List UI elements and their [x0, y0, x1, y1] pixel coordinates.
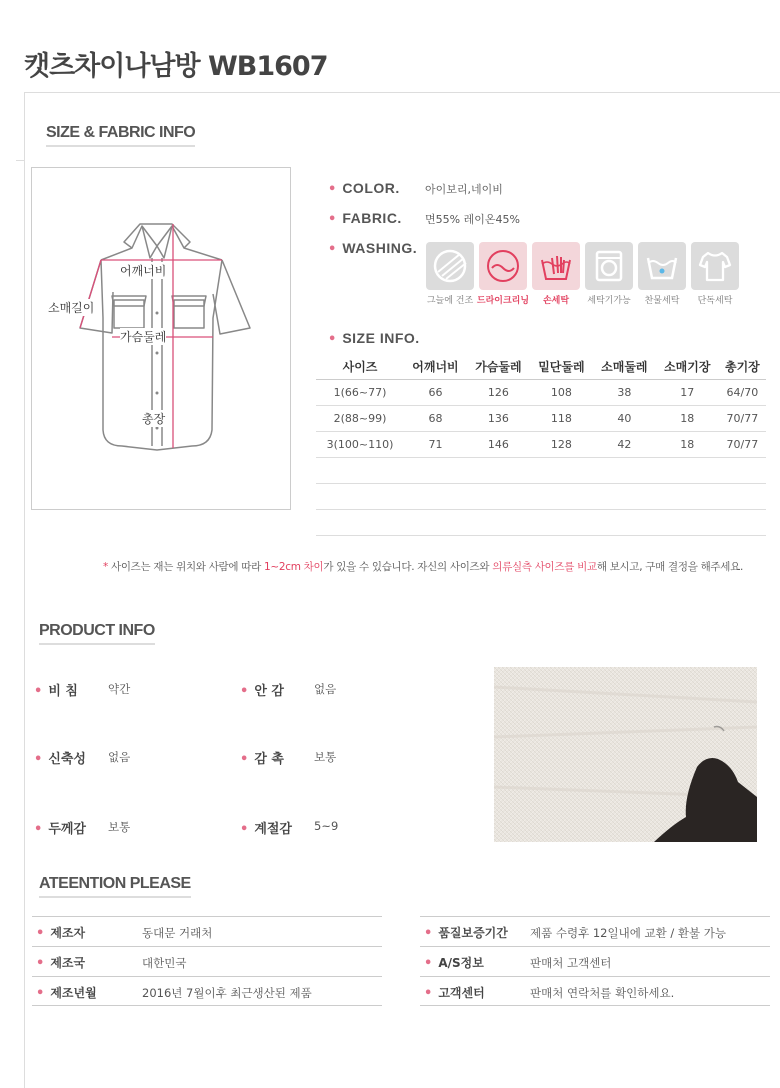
table-empty-line — [316, 509, 766, 510]
size-info-label: SIZE INFO. — [342, 330, 420, 346]
product-attr-thickness — [34, 818, 131, 838]
table-cell: 2(88~99) — [316, 405, 404, 431]
bullet-icon: • — [240, 684, 249, 699]
attr-label: 비 침 — [48, 684, 78, 699]
att-label — [36, 954, 85, 971]
fabric-label: FABRIC. — [342, 210, 402, 226]
shirt-diagram — [31, 167, 291, 510]
product-attr-texture — [240, 748, 337, 768]
wash-hand-wash — [532, 242, 580, 306]
att-label-text: 제조자 — [50, 926, 86, 940]
table-cell: 18 — [656, 405, 719, 431]
fabric-spec — [328, 210, 520, 230]
note-text: 가 있을 수 있습니다. 자신의 사이즈와 — [323, 561, 493, 573]
sleeve-length-label: 소매길이 — [48, 301, 95, 315]
table-cell: 70/77 — [719, 405, 766, 431]
size-col-header: 총기장 — [719, 354, 766, 379]
table-row — [32, 976, 382, 1006]
table-cell: 3(100~110) — [316, 431, 404, 457]
table-row — [420, 946, 770, 976]
att-label-text: 고객센터 — [438, 986, 485, 1000]
product-attr-lining — [240, 680, 337, 700]
attr-value: 보통 — [108, 820, 131, 834]
table-cell: 1(66~77) — [316, 379, 404, 405]
bullet-icon: • — [34, 752, 43, 767]
attention-right-table — [420, 916, 770, 1006]
shade-dry-icon — [426, 242, 474, 290]
bullet-icon: • — [424, 956, 433, 971]
table-row — [32, 946, 382, 976]
size-col-header: 소매둘레 — [593, 354, 656, 379]
wash-caption: 찬물세탁 — [644, 296, 680, 306]
wash-machine — [585, 242, 633, 306]
color-spec — [328, 180, 503, 200]
table-cell: 38 — [593, 379, 656, 405]
bullet-icon: • — [34, 822, 43, 837]
bullet-icon: • — [36, 986, 45, 1001]
table-row — [316, 431, 766, 457]
note-highlight: 의류실측 사이즈를 비교 — [492, 561, 597, 573]
bullet-icon: • — [424, 926, 433, 941]
cold-water-icon — [638, 242, 686, 290]
size-fabric-heading: SIZE & FABRIC INFO — [46, 124, 196, 141]
attention-heading: ATEENTION PLEASE — [39, 875, 191, 892]
table-cell: 70/77 — [719, 431, 766, 457]
bullet-icon: • — [36, 956, 45, 971]
table-cell: 18 — [656, 431, 719, 457]
separate-wash-icon — [691, 242, 739, 290]
attr-label: 감 촉 — [254, 752, 284, 767]
note-highlight: 1~2cm 차이 — [263, 561, 324, 573]
wash-caption: 단독세탁 — [697, 296, 733, 306]
table-empty-line — [316, 535, 766, 536]
wash-caption: 손세탁 — [542, 296, 570, 306]
attr-label: 두께감 — [48, 822, 86, 837]
att-value: 판매처 고객센터 — [530, 956, 612, 970]
table-cell: 42 — [593, 431, 656, 457]
table-cell: 146 — [467, 431, 530, 457]
bullet-icon: • — [328, 332, 337, 347]
wash-separate — [691, 242, 739, 306]
attr-value: 없음 — [108, 750, 131, 764]
table-cell: 128 — [530, 431, 593, 457]
attr-value: 5~9 — [314, 819, 339, 833]
product-info-heading: PRODUCT INFO — [39, 622, 155, 639]
table-cell: 136 — [467, 405, 530, 431]
size-col-header: 가슴둘레 — [467, 354, 530, 379]
fabric-closeup-image — [494, 667, 757, 842]
att-value: 제품 수령후 12일내에 교환 / 환불 가능 — [530, 926, 726, 940]
bullet-icon: • — [36, 926, 45, 941]
table-cell: 40 — [593, 405, 656, 431]
bullet-icon: • — [328, 212, 337, 227]
att-label — [36, 984, 97, 1001]
washing-label: WASHING. — [342, 240, 418, 256]
size-info-spec — [328, 330, 420, 350]
product-attr-see-through — [34, 680, 131, 700]
note-text: 해 보시고, 구매 결정을 해주세요. — [596, 561, 743, 573]
shoulder-width-label: 어깨너비 — [120, 264, 167, 278]
table-cell: 118 — [530, 405, 593, 431]
size-table — [316, 354, 766, 458]
frame-tick — [16, 160, 24, 161]
wash-caption: 세탁기가능 — [587, 296, 631, 306]
attention-left-table — [32, 916, 382, 1006]
att-label-text: A/S정보 — [438, 956, 484, 970]
table-cell: 66 — [404, 379, 467, 405]
att-label-text: 제조국 — [50, 956, 86, 970]
size-col-header: 사이즈 — [316, 354, 404, 379]
att-value: 대한민국 — [142, 956, 187, 970]
total-length-label: 총장 — [142, 412, 166, 426]
fabric-value: 면55% 레이온45% — [425, 213, 520, 226]
bullet-icon: • — [328, 242, 337, 257]
table-row — [420, 976, 770, 1006]
att-value: 판매처 연락처를 확인하세요. — [530, 986, 675, 1000]
wash-dry-clean — [476, 242, 530, 306]
attr-value: 없음 — [314, 682, 337, 696]
table-row — [420, 916, 770, 946]
page-title: 캣츠차이나남방 WB1607 — [24, 51, 328, 82]
product-attr-stretch — [34, 748, 131, 768]
color-label: COLOR. — [342, 180, 400, 196]
size-col-header: 어깨너비 — [404, 354, 467, 379]
attr-label: 계절감 — [254, 822, 292, 837]
bullet-icon: • — [424, 986, 433, 1001]
table-cell: 108 — [530, 379, 593, 405]
table-cell: 64/70 — [719, 379, 766, 405]
size-col-header: 밑단둘레 — [530, 354, 593, 379]
product-attr-season — [240, 818, 339, 838]
table-empty-line — [316, 483, 766, 484]
table-cell: 126 — [467, 379, 530, 405]
att-label-text: 품질보증기간 — [438, 926, 508, 940]
table-cell: 71 — [404, 431, 467, 457]
color-value: 아이보리,네이비 — [425, 183, 503, 196]
att-label — [424, 924, 508, 941]
washing-machine-icon — [585, 242, 633, 290]
dry-clean-icon — [479, 242, 527, 290]
att-label-text: 제조년월 — [50, 986, 97, 1000]
att-label — [424, 984, 485, 1001]
attr-label: 안 감 — [254, 684, 284, 699]
chest-label: 가슴둘레 — [120, 330, 167, 344]
bullet-icon: • — [34, 684, 43, 699]
washing-spec — [328, 240, 417, 260]
bullet-icon: • — [240, 822, 249, 837]
wash-cold-water — [638, 242, 686, 306]
att-label — [424, 954, 484, 971]
wash-shade-dry — [426, 242, 474, 306]
att-value: 2016년 7월이후 최근생산된 제품 — [142, 986, 312, 1000]
attr-value: 약간 — [108, 682, 131, 696]
size-col-header: 소매기장 — [656, 354, 719, 379]
size-table-header — [316, 354, 766, 379]
table-row — [316, 379, 766, 405]
att-value: 동대문 거래처 — [142, 926, 213, 940]
wash-caption: 드라이크리닝 — [476, 296, 530, 306]
wash-caption: 그늘에 건조 — [426, 296, 474, 306]
att-label — [36, 924, 85, 941]
hand-wash-icon — [532, 242, 580, 290]
note-text: 사이즈는 재는 위치와 사람에 따라 — [107, 561, 264, 573]
table-cell: 17 — [656, 379, 719, 405]
bullet-icon: • — [240, 752, 249, 767]
note-star: * — [103, 561, 108, 573]
bullet-icon: • — [328, 182, 337, 197]
size-note — [103, 559, 743, 574]
attr-label: 신축성 — [48, 752, 86, 767]
attr-value: 보통 — [314, 750, 337, 764]
table-row — [32, 916, 382, 946]
table-cell: 68 — [404, 405, 467, 431]
table-row — [316, 405, 766, 431]
